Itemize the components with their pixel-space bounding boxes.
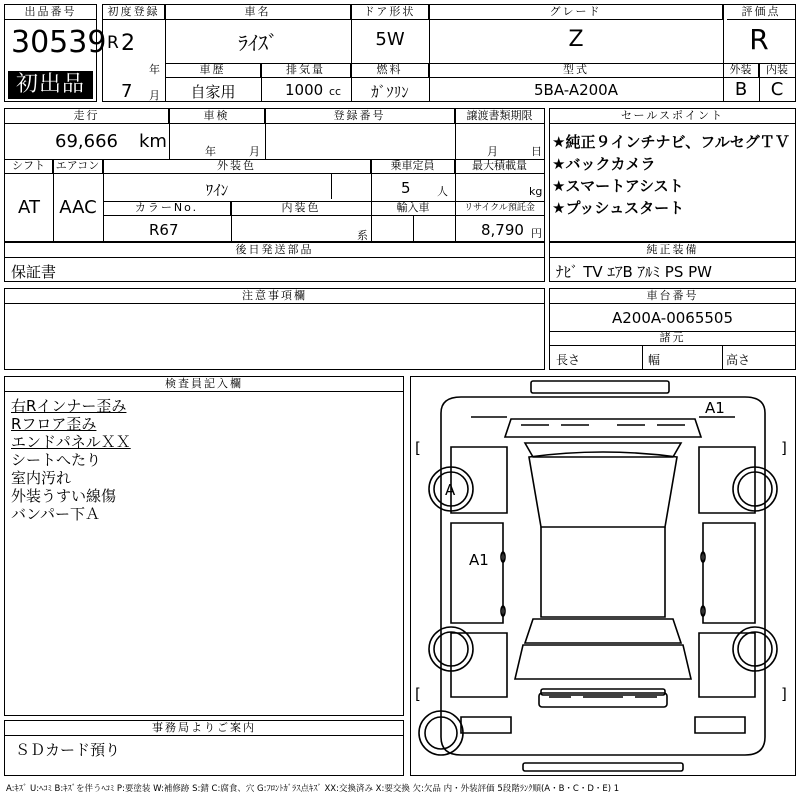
lot-number: 30539 <box>11 25 107 60</box>
int-color-unit: 系 <box>357 229 368 242</box>
mileage-unit: km <box>139 131 167 152</box>
score-label: 評価点 <box>727 5 795 20</box>
dims-label: 諸元 <box>550 331 795 346</box>
header-grid <box>102 4 796 102</box>
first-reg-year: 2 <box>121 31 135 56</box>
shift: AT <box>18 197 40 218</box>
grade-label: グレード <box>429 5 723 20</box>
recycle: 8,790 <box>481 221 524 239</box>
interior-label: 内装 <box>759 63 795 78</box>
bracket-mark: ] <box>781 685 787 703</box>
first-listing-badge: 初出品 <box>8 71 93 99</box>
car-name-label: 車名 <box>165 5 351 20</box>
chassis-number: A200A-0065505 <box>611 309 734 327</box>
insp-year-unit: 年 <box>205 145 216 158</box>
color-no: R67 <box>149 221 179 239</box>
sales-item: ★スマートアシスト <box>552 177 684 195</box>
displacement: 1000 <box>285 81 324 99</box>
capacity-unit: 人 <box>437 185 448 198</box>
transfer-day-unit: 日 <box>531 145 542 158</box>
fuel-label: 燃料 <box>351 63 429 78</box>
chassis-label: 車台番号 <box>550 289 795 304</box>
recycle-unit: 円 <box>531 227 542 240</box>
equipment-label: 純正装備 <box>550 243 795 258</box>
caution-box <box>4 288 545 370</box>
lot-box <box>4 4 107 102</box>
bracket-mark: [ <box>415 439 421 457</box>
color-label: 外装色 <box>103 159 371 174</box>
year-unit: 年 <box>149 63 160 76</box>
history: 自家用 <box>190 83 236 101</box>
score: R <box>749 23 769 56</box>
capacity: 5 <box>401 179 411 197</box>
transfer-label: 譲渡書類期限 <box>455 109 544 124</box>
height-label: 高さ <box>726 353 751 367</box>
bracket-mark: ] <box>781 439 787 457</box>
later-parts <box>4 242 545 282</box>
lot-label: 出品番号 <box>5 5 96 20</box>
sales-item: ★純正９インチナビ、フルセグＴＶ <box>552 133 790 151</box>
office-box <box>4 720 404 776</box>
ac-label: エアコン <box>53 159 103 174</box>
sales-points <box>549 108 796 242</box>
import-label: 輸入車 <box>371 201 455 216</box>
equipment <box>549 242 796 282</box>
office-value: ＳＤカード預り <box>15 741 121 759</box>
vehicle-details <box>4 108 545 242</box>
exterior-label: 外装 <box>723 63 759 78</box>
equipment-value: ﾅﾋﾞ TV ｴｱB ｱﾙﾐ PS PW <box>556 263 712 281</box>
car-name: ﾗｲｽﾞ <box>238 31 278 55</box>
note-item: エンドパネルＸＸ <box>11 433 131 451</box>
legend: A:ｷｽﾞ U:ﾍｺﾐ B:ｷｽﾞを伴うﾍｺﾐ P:要塗装 W:補修跡 S:錆 C:腐食、穴 G:ﾌﾛﾝﾄｶﾞﾗｽ点ｷｽﾞ XX:交換済み X:要交換 欠:欠品 内・外装評価 5段階ﾗﾝｸ順(A・B・C・D・E) 1 <box>6 784 620 794</box>
color-no-label: カラーNo. <box>103 201 231 216</box>
inspector-box <box>4 376 404 716</box>
first-reg-label: 初度登録 <box>103 5 165 20</box>
chassis-box <box>549 288 796 370</box>
length-label: 長さ <box>556 353 581 367</box>
inspection-label: 車検 <box>169 109 265 124</box>
history-label: 車歴 <box>165 63 261 78</box>
load-label: 最大積載量 <box>455 159 544 174</box>
later-parts-value: 保証書 <box>11 263 57 281</box>
car-top-view <box>411 377 795 775</box>
transfer-month-unit: 月 <box>487 145 498 158</box>
note-item: シートへたり <box>11 451 102 469</box>
exterior-grade: B <box>734 79 748 100</box>
load-unit: kg <box>529 185 543 198</box>
note-item: 右Rインナー歪み <box>11 397 127 415</box>
fuel: ｶﾞｿﾘﾝ <box>371 83 409 101</box>
model-label: 型式 <box>429 63 723 78</box>
note-item: 室内汚れ <box>11 469 72 487</box>
door-type: 5W <box>375 29 405 50</box>
sales-item: ★プッシュスタート <box>552 199 685 217</box>
later-parts-label: 後日発送部品 <box>5 243 544 258</box>
door-label: ドア形状 <box>351 5 429 20</box>
displacement-label: 排気量 <box>261 63 351 78</box>
inspector-notes <box>11 397 131 523</box>
interior-grade: C <box>770 79 784 100</box>
shift-label: シフト <box>5 159 53 174</box>
grade: Z <box>568 27 584 52</box>
damage-mark: A1 <box>705 399 725 417</box>
first-reg-month: 7 <box>121 81 133 102</box>
note-item: バンパー下Ａ <box>11 505 100 523</box>
color: ﾜｲﾝ <box>205 181 229 199</box>
width-label: 幅 <box>648 353 661 367</box>
int-color-label: 内装色 <box>231 201 371 216</box>
reg-label: 登録番号 <box>265 109 455 124</box>
sales-item: ★バックカメラ <box>552 155 656 173</box>
damage-mark: A <box>445 481 456 499</box>
office-label: 事務局よりご案内 <box>5 721 403 736</box>
bracket-mark: [ <box>415 685 421 703</box>
inspector-label: 検査員記入欄 <box>5 377 403 392</box>
mileage-label: 走行 <box>5 109 169 124</box>
note-item: Rフロア歪み <box>11 415 97 433</box>
mileage: 69,666 <box>55 131 118 152</box>
insp-month-unit: 月 <box>249 145 260 158</box>
displacement-unit: cc <box>329 85 342 98</box>
caution-label: 注意事項欄 <box>5 289 544 304</box>
recycle-label: リサイクル預託金 <box>455 201 544 216</box>
first-reg-era: R <box>107 33 119 53</box>
month-unit: 月 <box>149 89 160 102</box>
damage-diagram <box>410 376 796 776</box>
sales-label: セールスポイント <box>550 109 795 124</box>
model: 5BA-A200A <box>533 81 618 99</box>
ac: AAC <box>59 197 97 218</box>
note-item: 外装うすい線傷 <box>11 487 117 505</box>
damage-mark: A1 <box>469 551 489 569</box>
capacity-label: 乗車定員 <box>371 159 455 174</box>
